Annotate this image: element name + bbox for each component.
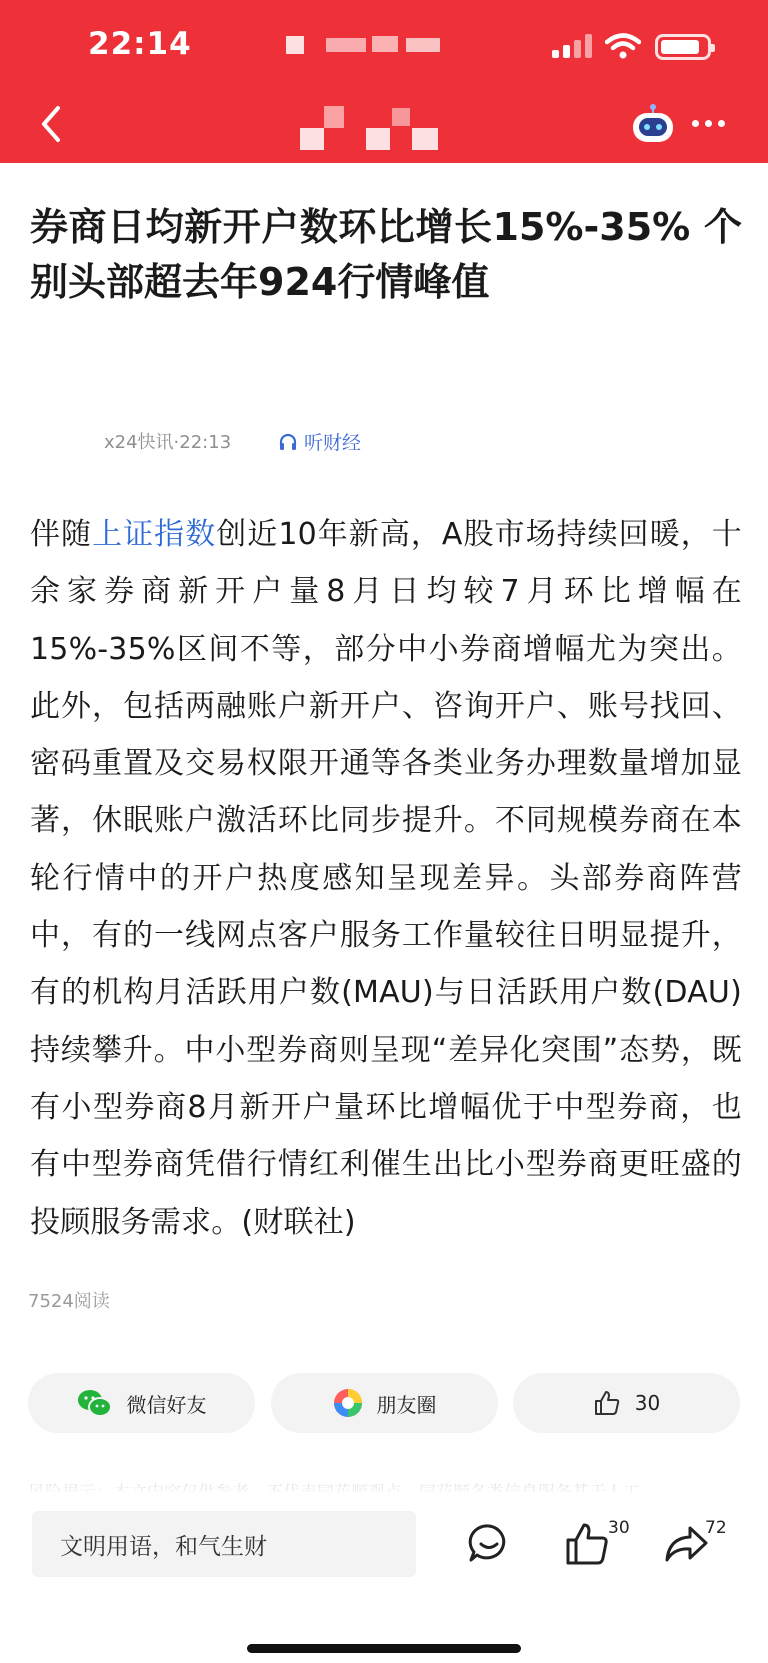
blurred-carrier-block bbox=[372, 36, 398, 52]
home-indicator bbox=[247, 1644, 521, 1653]
bottom-bar bbox=[0, 1492, 768, 1663]
blurred-header-title bbox=[324, 106, 344, 128]
battery-icon bbox=[655, 34, 711, 60]
blurred-header-title bbox=[366, 128, 390, 150]
listen-label: 听财经 bbox=[304, 432, 362, 454]
thumbs-up-icon bbox=[593, 1389, 621, 1417]
shanghai-index-link[interactable]: 上证指数 bbox=[92, 517, 217, 552]
share-wechat-label: 微信好友 bbox=[126, 1392, 207, 1417]
status-bar bbox=[0, 0, 768, 90]
article-title: 券商日均新开户数环比增长15%-35% 个别头部超去年924行情峰值 bbox=[30, 205, 742, 304]
wifi-icon bbox=[605, 32, 641, 60]
article-body bbox=[30, 506, 742, 1251]
share-moments-button[interactable] bbox=[271, 1373, 498, 1433]
share-wechat-button[interactable] bbox=[28, 1373, 255, 1433]
more-button[interactable] bbox=[690, 110, 730, 136]
thumbs-up-icon[interactable] bbox=[563, 1520, 611, 1568]
body-text: 创近10年新高，A股市场持续回暖，十余家券商新开户量8月日均较7月环比增幅在15%-35%区间不等，部分中小券商增幅尤为突出。此外，包括两融账户新开户、咨询开户、账号找回、密码重置及交易权限开通等各类业务办理数量增加显著，休眠账户激活环比同步提升。不同规模券商在本轮行情中的开户热度感知呈现差异。头部券商阵营中，有的一线网点客户服务工作量较往日明显提升，有的机构月活跃用户数(MAU)与日活跃用户数(DAU)持续攀升。中小型券商则呈现“差异化突围”态势，既有小型券商8月新开户量环比增幅优于中型券商，也有中型券商凭借行情红利催生出比小型券商更旺盛的投顾服务需求。(财联社) bbox=[30, 517, 743, 1240]
back-button[interactable] bbox=[32, 100, 72, 148]
blurred-header-title bbox=[392, 108, 410, 126]
blurred-header-title bbox=[300, 128, 324, 150]
headphones-icon bbox=[278, 432, 298, 452]
blurred-carrier-block bbox=[326, 38, 366, 52]
listen-button[interactable] bbox=[278, 428, 361, 455]
moments-icon bbox=[333, 1388, 363, 1418]
article-meta: x24快讯·22:13 bbox=[104, 432, 232, 453]
share-row bbox=[28, 1373, 740, 1433]
like-count: 30 bbox=[634, 1391, 661, 1415]
blurred-carrier-block bbox=[286, 36, 304, 54]
blurred-header-title bbox=[412, 128, 438, 150]
app-header bbox=[0, 0, 768, 163]
signal-icon bbox=[552, 34, 594, 58]
comment-input[interactable]: 文明用语，和气生财 bbox=[32, 1511, 416, 1577]
blurred-carrier-block bbox=[406, 38, 440, 52]
body-prefix: 伴随 bbox=[30, 517, 93, 552]
share-arrow-icon[interactable] bbox=[662, 1520, 710, 1568]
bottom-like-count: 30 bbox=[608, 1518, 630, 1538]
like-button[interactable] bbox=[513, 1373, 740, 1433]
comment-bubble-icon[interactable] bbox=[465, 1520, 513, 1568]
status-time: 22:14 bbox=[88, 26, 192, 62]
share-moments-label: 朋友圈 bbox=[376, 1392, 437, 1417]
read-count: 7524阅读 bbox=[28, 1291, 110, 1312]
wechat-icon bbox=[77, 1388, 113, 1418]
robot-assistant-icon[interactable] bbox=[630, 102, 676, 144]
bottom-share-count: 72 bbox=[705, 1518, 727, 1538]
